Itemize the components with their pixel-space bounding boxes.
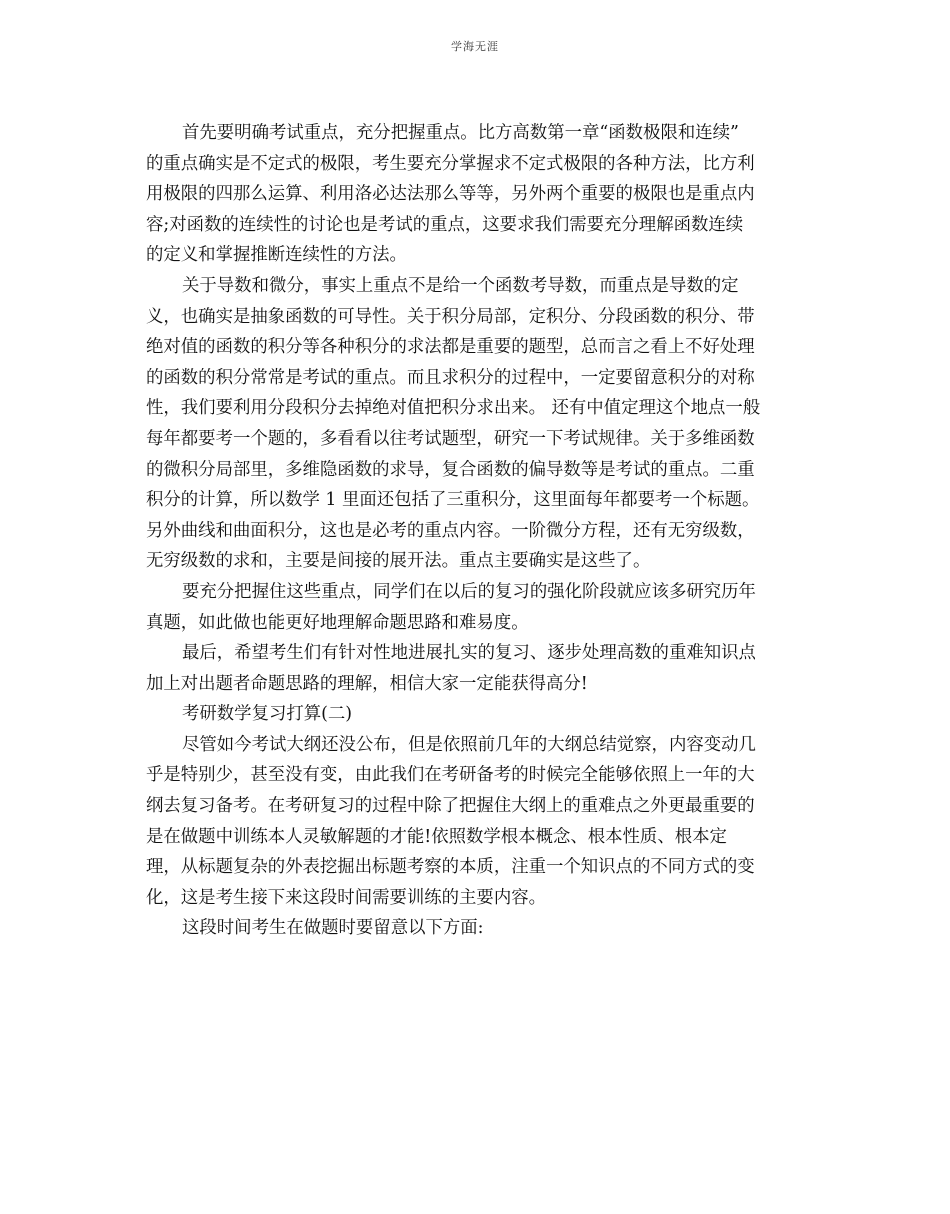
text-line: 的微积分局部里，多维隐函数的求导，复合函数的偏导数等是考试的重点。二重 — [146, 459, 755, 480]
paragraph — [146, 118, 806, 271]
paragraph — [146, 638, 806, 699]
text-line: 的重点确实是不定式的极限，考生要充分掌握求不定式极限的各种方法，比方利 — [146, 153, 755, 174]
text-line: 最后，希望考生们有针对性地进展扎实的复习、逐步处理高数的重难知识点 — [182, 643, 756, 664]
text-line: 用极限的四那么运算、利用洛必达法那么等等，另外两个重要的极限也是重点内 — [146, 184, 755, 205]
text-line: 化，这是考生接下来这段时间需要训练的主要内容。 — [146, 887, 546, 908]
text-line: 每年都要考一个题的，多看看以往考试题型，研究一下考试规律。关于多维函数 — [146, 428, 755, 449]
paragraph — [146, 730, 806, 914]
text-line: 积分的计算，所以数学 1 里面还包括了三重积分，这里面每年都要考一个标题。 — [146, 490, 760, 511]
text-line: 考研数学复习打算(二) — [182, 704, 353, 725]
text-line: 的定义和掌握推断连续性的方法。 — [146, 245, 407, 266]
text-line: 纲去复习备考。在考研复习的过程中除了把握住大纲上的重难点之外更最重要的 — [146, 796, 755, 817]
text-line: 性，我们要利用分段积分去掉绝对值把积分求出来。 还有中值定理这个地点一般 — [146, 398, 761, 419]
text-line: 另外曲线和曲面积分，这也是必考的重点内容。一阶微分方程，还有无穷级数， — [146, 520, 755, 541]
text-line: 尽管如今考试大纲还没公布，但是依照前几年的大纲总结觉察，内容变动几 — [182, 734, 756, 755]
paragraph — [146, 271, 806, 577]
text-line: 真题，如此做也能更好地理解命题思路和难易度。 — [146, 612, 529, 633]
text-line: 是在做题中训练本人灵敏解题的才能!依照数学根本概念、根本性质、根本定 — [146, 826, 727, 847]
text-line: 要充分把握住这些重点，同学们在以后的复习的强化阶段就应该多研究历年 — [182, 581, 756, 602]
text-line: 乎是特别少，甚至没有变，由此我们在考研备考的时候完全能够依照上一年的大 — [146, 765, 755, 786]
text-line: 加上对出题者命题思路的理解，相信大家一定能获得高分! — [146, 673, 588, 694]
text-line: 义，也确实是抽象函数的可导性。关于积分局部，定积分、分段函数的积分、带 — [146, 306, 755, 327]
text-line: 首先要明确考试重点，充分把握重点。比方高数第一章“函数极限和连续” — [182, 123, 739, 143]
text-line: 这段时间考生在做题时要留意以下方面: — [182, 918, 484, 939]
paragraph — [146, 913, 806, 944]
text-line: 绝对值的函数的积分等各种积分的求法都是重要的题型，总而言之看上不好处理 — [146, 337, 755, 358]
text-line: 理，从标题复杂的外表挖掘出标题考察的本质，注重一个知识点的不同方式的变 — [146, 857, 755, 878]
text-line: 关于导数和微分，事实上重点不是给一个函数考导数，而重点是导数的定 — [182, 275, 739, 296]
text-line: 容;对函数的连续性的讨论也是考试的重点，这要求我们需要充分理解函数连续 — [146, 214, 744, 235]
document-body — [146, 118, 806, 944]
paragraph — [146, 699, 806, 730]
text-line: 的函数的积分常常是考试的重点。而且求积分的过程中，一定要留意积分的对称 — [146, 367, 755, 388]
page-header: 学海无涯 — [451, 40, 499, 53]
text-line: 无穷级数的求和，主要是间接的展开法。重点主要确实是这些了。 — [146, 551, 651, 572]
paragraph — [146, 577, 806, 638]
